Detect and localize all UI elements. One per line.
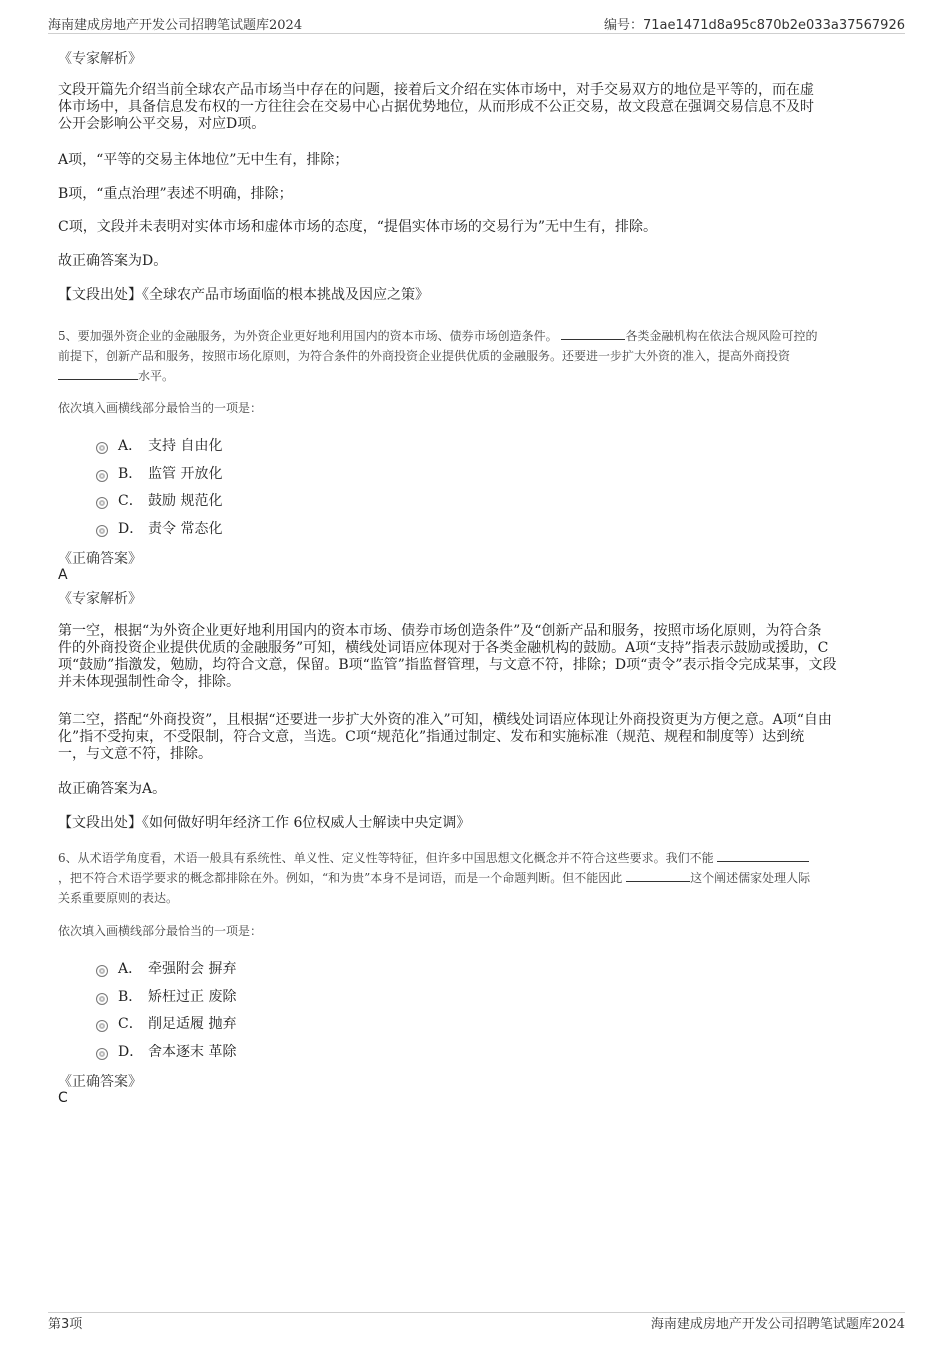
source-citation: 【文段出处】《全球农产品市场面临的根本挑战及因应之策》: [58, 287, 429, 303]
q6-option-d[interactable]: [96, 1041, 236, 1061]
correct-answer: C: [58, 1090, 68, 1106]
q6-option-a[interactable]: [96, 958, 236, 978]
conclusion: 故正确答案为D。: [58, 253, 168, 269]
option-b-analysis: B项，“重点治理”表述不明确，排除；: [58, 186, 293, 202]
radio-icon[interactable]: [96, 1048, 108, 1060]
analysis-line: 第二空，搭配“外商投资”，且根据“还要进一步扩大外资的准入”可知，横线处词语应体现让外商投资更为方便之意。A项“自由: [58, 712, 832, 728]
correct-answer-label: 《正确答案》: [58, 551, 142, 567]
q5-line3-end: 水平。: [138, 369, 175, 383]
q5-analysis-1: [58, 623, 908, 691]
page-header: [48, 14, 905, 34]
analysis-line: 文段开篇先介绍当前全球农产品市场当中存在的问题，接着后文介绍在实体市场中，对手交易双方的地位是平等的，而在虚: [58, 82, 814, 98]
option-letter: D．: [118, 521, 144, 537]
q5-line2: 前提下，创新产品和服务，按照市场化原则，为符合条件的外商投资企业提供优质的金融服务。还要进一步扩大外资的准入，提高外商投资: [58, 349, 791, 363]
q5-option-b[interactable]: [96, 463, 222, 483]
analysis-line: 项“鼓励”指激发，勉励，均符合文意，保留。B项“监管”指监督管理，与文意不符，排除；D项“责令”表示指令完成某事，文段: [58, 657, 837, 673]
option-text: 鼓励 规范化: [148, 493, 223, 509]
radio-icon[interactable]: [96, 1020, 108, 1032]
option-letter: C．: [118, 493, 143, 509]
option-letter: A．: [118, 961, 143, 977]
analysis-line: 一，与文意不符，排除。: [58, 746, 212, 762]
option-letter: B．: [118, 989, 143, 1005]
option-letter: C．: [118, 1016, 143, 1032]
q6-line3: 关系重要原则的表达。: [58, 891, 179, 905]
radio-icon[interactable]: [96, 497, 108, 509]
q5-option-a[interactable]: [96, 435, 222, 455]
radio-icon[interactable]: [96, 993, 108, 1005]
option-letter: B．: [118, 466, 143, 482]
source-citation: 【文段出处】《如何做好明年经济工作 6位权威人士解读中央定调》: [58, 815, 471, 831]
header-id: 编号：71ae1471d8a95c870b2e033a37567926: [603, 18, 905, 33]
option-text: 舍本逐末 革除: [148, 1044, 237, 1060]
option-c-analysis: C项，文段并未表明对实体市场和虚体市场的态度，“提倡实体市场的交易行为”无中生有，排除。: [58, 219, 658, 235]
radio-icon[interactable]: [96, 470, 108, 482]
q5-line1-end: 各类金融机构在依法合规风险可控的: [625, 329, 818, 343]
option-text: 牵强附会 摒弃: [148, 961, 237, 977]
blank-2: [58, 366, 138, 380]
blank-2: [626, 868, 690, 882]
analysis-line: 并未体现强制性命令，排除。: [58, 674, 240, 690]
analysis-paragraph: [58, 82, 898, 133]
q5-line1: 5、要加强外资企业的金融服务，为外资企业更好地利用国内的资本市场、债券市场创造条件。: [58, 329, 558, 343]
footer-title: 海南建成房地产开发公司招聘笔试题库2024: [650, 1317, 905, 1332]
correct-answer-label: 《正确答案》: [58, 1074, 142, 1090]
correct-answer: A: [58, 567, 68, 583]
q6-line2: ，把不符合术语学要求的概念都排除在外。例如，“和为贵”本身不是词语，而是一个命题判断。但不能因此: [58, 871, 623, 885]
option-text: 矫枉过正 废除: [148, 989, 237, 1005]
option-letter: A．: [118, 438, 143, 454]
page-footer: [48, 1313, 905, 1333]
option-text: 削足适履 抛弃: [148, 1016, 237, 1032]
question-6-text: [58, 848, 908, 908]
analysis-line: 件的外商投资企业提供优质的金融服务”可知，横线处词语应体现对于各类金融机构的鼓励。A项“支持”指表示鼓励或援助，C: [58, 640, 829, 656]
option-letter: D．: [118, 1044, 144, 1060]
option-text: 监管 开放化: [148, 466, 223, 482]
option-text: 责令 常态化: [148, 521, 223, 537]
header-title: 海南建成房地产开发公司招聘笔试题库2024: [48, 18, 303, 33]
question-5-text: [58, 326, 908, 386]
radio-icon[interactable]: [96, 525, 108, 537]
radio-icon[interactable]: [96, 442, 108, 454]
q6-line1: 6、从术语学角度看，术语一般具有系统性、单义性、定义性等特征，但许多中国思想文化概念并不符合这些要求。我们不能: [58, 851, 714, 865]
header-divider: [48, 33, 905, 34]
q6-option-b[interactable]: [96, 986, 236, 1006]
option-a-analysis: A项，“平等的交易主体地位”无中生有，排除；: [58, 152, 349, 168]
conclusion: 故正确答案为A。: [58, 781, 167, 797]
analysis-line: 体市场中，具备信息发布权的一方往往会在交易中心占据优势地位，从而形成不公正交易，故文段意在强调交易信息不及时: [58, 99, 814, 115]
q6-option-c[interactable]: [96, 1013, 236, 1033]
expert-analysis-label: 《专家解析》: [58, 591, 142, 607]
blank-1: [561, 326, 625, 340]
analysis-line: 公开会影响公平交易，对应D项。: [58, 116, 266, 132]
q6-instruction: 依次填入画横线部分最恰当的一项是：: [58, 924, 263, 938]
q6-line2-end: 这个阐述儒家处理人际: [690, 871, 811, 885]
blank-1: [717, 848, 809, 862]
analysis-line: 化”指不受拘束，不受限制，符合文意，当选。C项“规范化”指通过制定、发布和实施标准（规范、规程和制度等）达到统: [58, 729, 805, 745]
q5-option-c[interactable]: [96, 490, 222, 510]
analysis-line: 第一空，根据“为外资企业更好地利用国内的资本市场、债券市场创造条件”及“创新产品和服务，按照市场化原则，为符合条: [58, 623, 822, 639]
q5-instruction: 依次填入画横线部分最恰当的一项是：: [58, 401, 263, 415]
page-number: 第3项: [48, 1317, 83, 1332]
option-text: 支持 自由化: [148, 438, 223, 454]
q5-analysis-2: [58, 712, 908, 763]
q5-option-d[interactable]: [96, 518, 222, 538]
radio-icon[interactable]: [96, 965, 108, 977]
expert-analysis-label: 《专家解析》: [58, 51, 142, 67]
